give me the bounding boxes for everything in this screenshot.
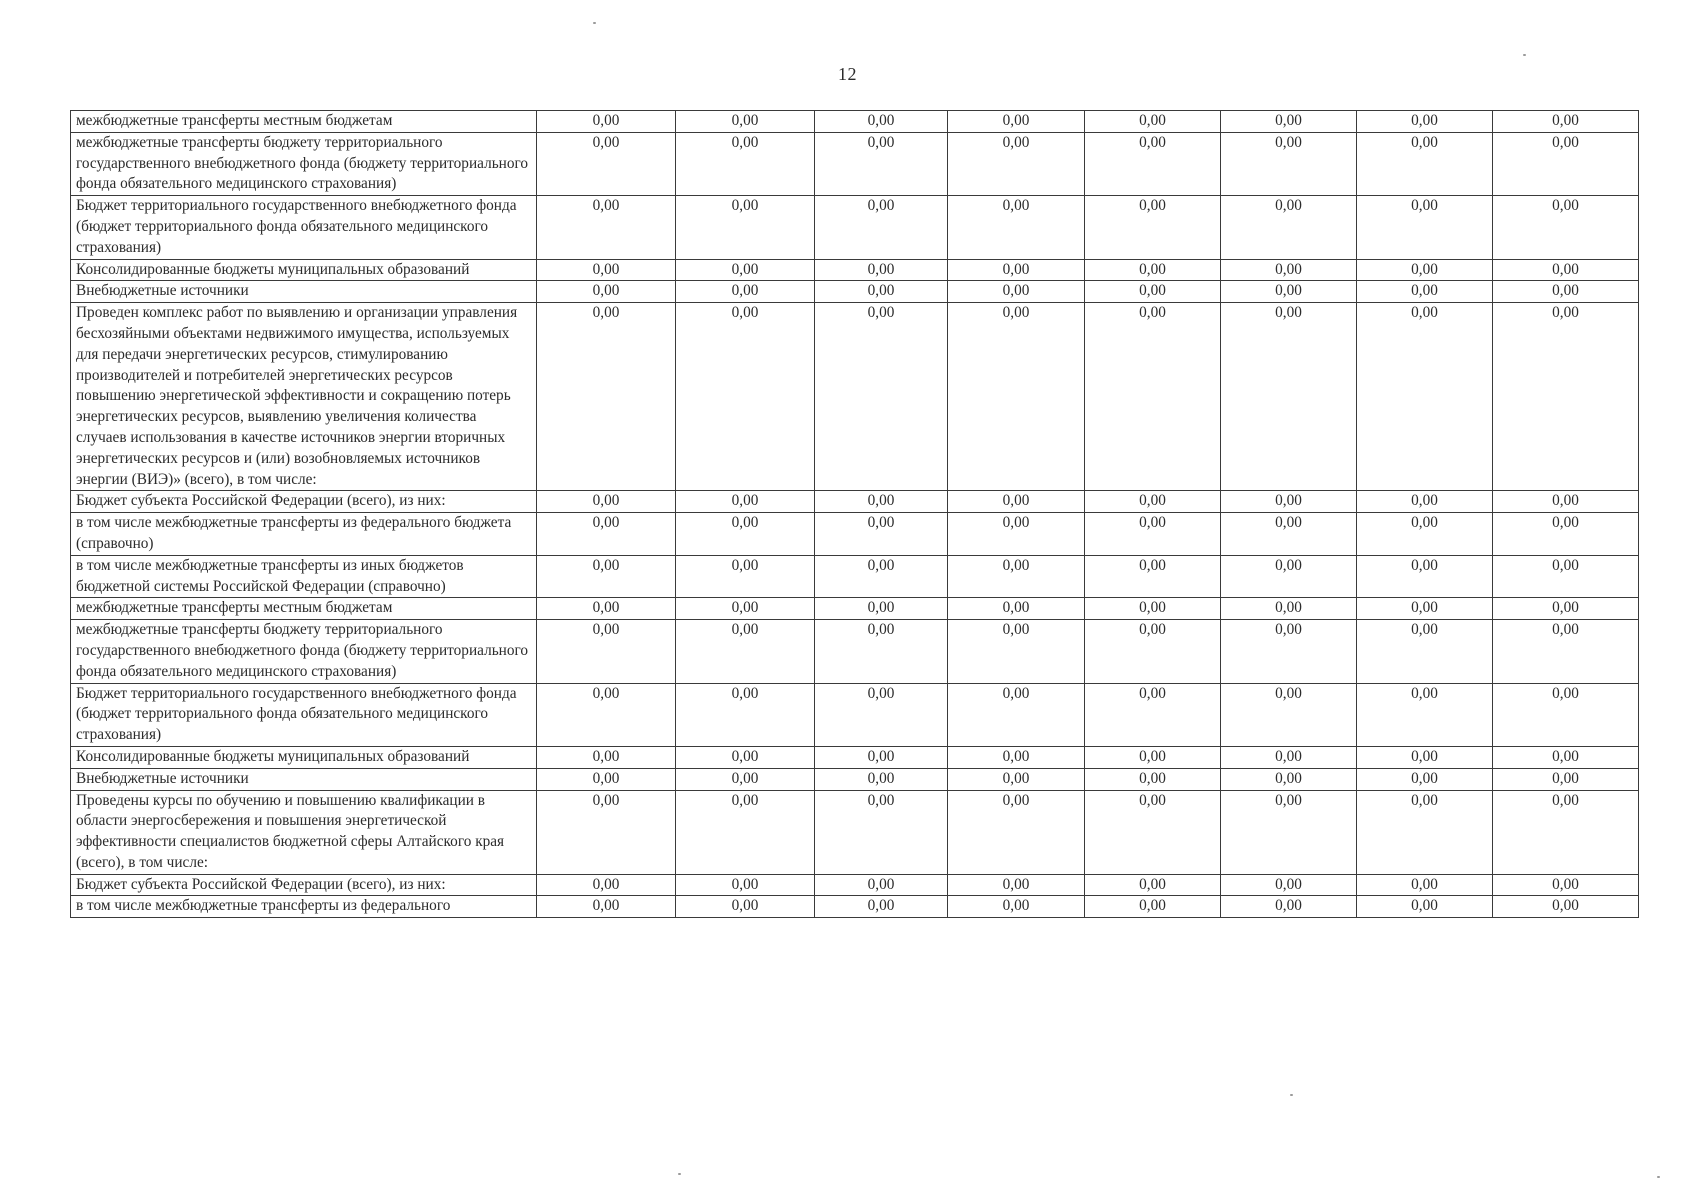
row-label: Проведен комплекс работ по выявлению и организации управления бесхозяйными объектами недвижимого имущества, используемых для передачи энергетических ресурсов, стимулированию производителей и потребителей энергетических ресурсов повышению энергетической эффективности и сокращению потерь энергетических ресурсов, выявлению увеличения количества случаев использования в качестве источников энергии вторичных энергетических ресурсов и (или) возобновляемых источников энергии (ВИЭ)» (всего), в том числе: (71, 303, 537, 491)
value-cell: 0,00 (1493, 555, 1639, 598)
table-row (71, 746, 1639, 768)
value-cell: 0,00 (1085, 620, 1221, 683)
value-cell: 0,00 (1357, 746, 1493, 768)
value-cell: 0,00 (1357, 620, 1493, 683)
value-cell: 0,00 (537, 259, 676, 281)
value-cell: 0,00 (676, 491, 815, 513)
value-cell: 0,00 (676, 598, 815, 620)
value-cell: 0,00 (676, 683, 815, 746)
value-cell: 0,00 (676, 111, 815, 133)
value-cell: 0,00 (676, 259, 815, 281)
value-cell: 0,00 (1085, 555, 1221, 598)
value-cell: 0,00 (1493, 620, 1639, 683)
value-cell: 0,00 (948, 598, 1085, 620)
row-label: в том числе межбюджетные трансферты из иных бюджетов бюджетной системы Российской Федерации (справочно) (71, 555, 537, 598)
value-cell: 0,00 (537, 196, 676, 259)
value-cell: 0,00 (537, 132, 676, 195)
value-cell: 0,00 (537, 746, 676, 768)
table-row (71, 896, 1639, 918)
table-row (71, 196, 1639, 259)
value-cell: 0,00 (1085, 303, 1221, 491)
value-cell: 0,00 (1085, 513, 1221, 556)
value-cell: 0,00 (1221, 111, 1357, 133)
value-cell: 0,00 (1357, 598, 1493, 620)
value-cell: 0,00 (815, 259, 948, 281)
value-cell: 0,00 (1085, 874, 1221, 896)
value-cell: 0,00 (1357, 259, 1493, 281)
value-cell: 0,00 (537, 281, 676, 303)
value-cell: 0,00 (537, 555, 676, 598)
row-label: межбюджетные трансферты местным бюджетам (71, 598, 537, 620)
value-cell: 0,00 (948, 303, 1085, 491)
value-cell: 0,00 (948, 132, 1085, 195)
value-cell: 0,00 (1493, 746, 1639, 768)
value-cell: 0,00 (1493, 491, 1639, 513)
value-cell: 0,00 (1221, 683, 1357, 746)
value-cell: 0,00 (676, 896, 815, 918)
value-cell: 0,00 (1085, 746, 1221, 768)
row-label: Проведены курсы по обучению и повышению квалификации в области энергосбережения и повышения энергетической эффективности специалистов бюджетной сферы Алтайского края (всего), в том числе: (71, 790, 537, 874)
scan-speck (678, 1173, 681, 1175)
row-label: в том числе межбюджетные трансферты из федерального бюджета (справочно) (71, 513, 537, 556)
value-cell: 0,00 (537, 874, 676, 896)
value-cell: 0,00 (815, 555, 948, 598)
row-label: межбюджетные трансферты бюджету территориального государственного внебюджетного фонда (бюджету территориального фонда обязательного медицинского страхования) (71, 620, 537, 683)
value-cell: 0,00 (1085, 259, 1221, 281)
scan-speck (1290, 1094, 1293, 1096)
value-cell: 0,00 (815, 491, 948, 513)
value-cell: 0,00 (676, 555, 815, 598)
value-cell: 0,00 (1357, 303, 1493, 491)
value-cell: 0,00 (948, 111, 1085, 133)
value-cell: 0,00 (1085, 491, 1221, 513)
row-label: межбюджетные трансферты местным бюджетам (71, 111, 537, 133)
table-row (71, 303, 1639, 491)
value-cell: 0,00 (1493, 598, 1639, 620)
table-row (71, 491, 1639, 513)
value-cell: 0,00 (815, 874, 948, 896)
value-cell: 0,00 (676, 620, 815, 683)
value-cell: 0,00 (1221, 259, 1357, 281)
value-cell: 0,00 (948, 259, 1085, 281)
value-cell: 0,00 (1493, 683, 1639, 746)
scan-speck (593, 22, 596, 24)
value-cell: 0,00 (1357, 896, 1493, 918)
table-body (71, 111, 1639, 918)
value-cell: 0,00 (1221, 896, 1357, 918)
value-cell: 0,00 (1085, 896, 1221, 918)
value-cell: 0,00 (537, 768, 676, 790)
value-cell: 0,00 (1221, 555, 1357, 598)
value-cell: 0,00 (676, 196, 815, 259)
value-cell: 0,00 (815, 111, 948, 133)
value-cell: 0,00 (1085, 790, 1221, 874)
value-cell: 0,00 (676, 746, 815, 768)
value-cell: 0,00 (1085, 132, 1221, 195)
value-cell: 0,00 (815, 620, 948, 683)
row-label: в том числе межбюджетные трансферты из федерального (71, 896, 537, 918)
value-cell: 0,00 (1357, 513, 1493, 556)
value-cell: 0,00 (676, 768, 815, 790)
value-cell: 0,00 (1221, 303, 1357, 491)
value-cell: 0,00 (948, 768, 1085, 790)
table-row (71, 874, 1639, 896)
row-label: Внебюджетные источники (71, 281, 537, 303)
value-cell: 0,00 (1357, 491, 1493, 513)
row-label: Консолидированные бюджеты муниципальных образований (71, 259, 537, 281)
table-row (71, 111, 1639, 133)
value-cell: 0,00 (815, 598, 948, 620)
value-cell: 0,00 (815, 281, 948, 303)
value-cell: 0,00 (1221, 513, 1357, 556)
row-label: Консолидированные бюджеты муниципальных образований (71, 746, 537, 768)
value-cell: 0,00 (948, 281, 1085, 303)
value-cell: 0,00 (537, 620, 676, 683)
budget-table (70, 110, 1639, 918)
value-cell: 0,00 (1085, 281, 1221, 303)
value-cell: 0,00 (1357, 132, 1493, 195)
value-cell: 0,00 (537, 683, 676, 746)
value-cell: 0,00 (676, 874, 815, 896)
value-cell: 0,00 (1493, 768, 1639, 790)
table-row (71, 513, 1639, 556)
value-cell: 0,00 (1221, 132, 1357, 195)
row-label: Внебюджетные источники (71, 768, 537, 790)
value-cell: 0,00 (537, 303, 676, 491)
value-cell: 0,00 (1085, 683, 1221, 746)
table-row (71, 555, 1639, 598)
value-cell: 0,00 (1493, 111, 1639, 133)
row-label: межбюджетные трансферты бюджету территориального государственного внебюджетного фонда (бюджету территориального фонда обязательного медицинского страхования) (71, 132, 537, 195)
value-cell: 0,00 (815, 768, 948, 790)
value-cell: 0,00 (1085, 768, 1221, 790)
scan-speck (1523, 54, 1526, 56)
value-cell: 0,00 (948, 896, 1085, 918)
row-label: Бюджет территориального государственного внебюджетного фонда (бюджет территориального фонда обязательного медицинского страхования) (71, 683, 537, 746)
value-cell: 0,00 (676, 513, 815, 556)
value-cell: 0,00 (537, 598, 676, 620)
value-cell: 0,00 (948, 513, 1085, 556)
value-cell: 0,00 (1221, 491, 1357, 513)
value-cell: 0,00 (1493, 281, 1639, 303)
row-label: Бюджет территориального государственного внебюджетного фонда (бюджет территориального фонда обязательного медицинского страхования) (71, 196, 537, 259)
value-cell: 0,00 (537, 491, 676, 513)
value-cell: 0,00 (948, 555, 1085, 598)
value-cell: 0,00 (948, 196, 1085, 259)
value-cell: 0,00 (1493, 513, 1639, 556)
value-cell: 0,00 (1221, 196, 1357, 259)
row-label: Бюджет субъекта Российской Федерации (всего), из них: (71, 874, 537, 896)
value-cell: 0,00 (948, 874, 1085, 896)
value-cell: 0,00 (1493, 896, 1639, 918)
table-row (71, 598, 1639, 620)
value-cell: 0,00 (948, 790, 1085, 874)
value-cell: 0,00 (676, 281, 815, 303)
value-cell: 0,00 (948, 491, 1085, 513)
value-cell: 0,00 (1221, 790, 1357, 874)
value-cell: 0,00 (1357, 281, 1493, 303)
value-cell: 0,00 (1357, 683, 1493, 746)
row-label: Бюджет субъекта Российской Федерации (всего), из них: (71, 491, 537, 513)
value-cell: 0,00 (1221, 768, 1357, 790)
value-cell: 0,00 (1493, 874, 1639, 896)
value-cell: 0,00 (815, 896, 948, 918)
value-cell: 0,00 (1357, 768, 1493, 790)
page-number: 12 (838, 64, 857, 84)
value-cell: 0,00 (1493, 132, 1639, 195)
table-row (71, 132, 1639, 195)
value-cell: 0,00 (1221, 598, 1357, 620)
value-cell: 0,00 (1085, 598, 1221, 620)
value-cell: 0,00 (948, 683, 1085, 746)
table-row (71, 281, 1639, 303)
value-cell: 0,00 (1493, 196, 1639, 259)
value-cell: 0,00 (815, 303, 948, 491)
table-row (71, 683, 1639, 746)
value-cell: 0,00 (1357, 111, 1493, 133)
value-cell: 0,00 (1493, 303, 1639, 491)
value-cell: 0,00 (815, 196, 948, 259)
table-row (71, 768, 1639, 790)
value-cell: 0,00 (1357, 555, 1493, 598)
value-cell: 0,00 (1085, 111, 1221, 133)
value-cell: 0,00 (1357, 196, 1493, 259)
value-cell: 0,00 (1221, 281, 1357, 303)
value-cell: 0,00 (676, 303, 815, 491)
value-cell: 0,00 (1357, 790, 1493, 874)
value-cell: 0,00 (537, 896, 676, 918)
value-cell: 0,00 (1221, 746, 1357, 768)
value-cell: 0,00 (676, 132, 815, 195)
value-cell: 0,00 (815, 683, 948, 746)
value-cell: 0,00 (1493, 790, 1639, 874)
table-row (71, 259, 1639, 281)
value-cell: 0,00 (815, 790, 948, 874)
value-cell: 0,00 (1357, 874, 1493, 896)
value-cell: 0,00 (1085, 196, 1221, 259)
value-cell: 0,00 (676, 790, 815, 874)
value-cell: 0,00 (815, 513, 948, 556)
scan-speck (1657, 1176, 1660, 1178)
table-row (71, 620, 1639, 683)
value-cell: 0,00 (815, 132, 948, 195)
value-cell: 0,00 (815, 746, 948, 768)
value-cell: 0,00 (537, 513, 676, 556)
value-cell: 0,00 (1493, 259, 1639, 281)
value-cell: 0,00 (1221, 620, 1357, 683)
value-cell: 0,00 (948, 746, 1085, 768)
table-row (71, 790, 1639, 874)
value-cell: 0,00 (537, 790, 676, 874)
value-cell: 0,00 (1221, 874, 1357, 896)
value-cell: 0,00 (948, 620, 1085, 683)
value-cell: 0,00 (537, 111, 676, 133)
